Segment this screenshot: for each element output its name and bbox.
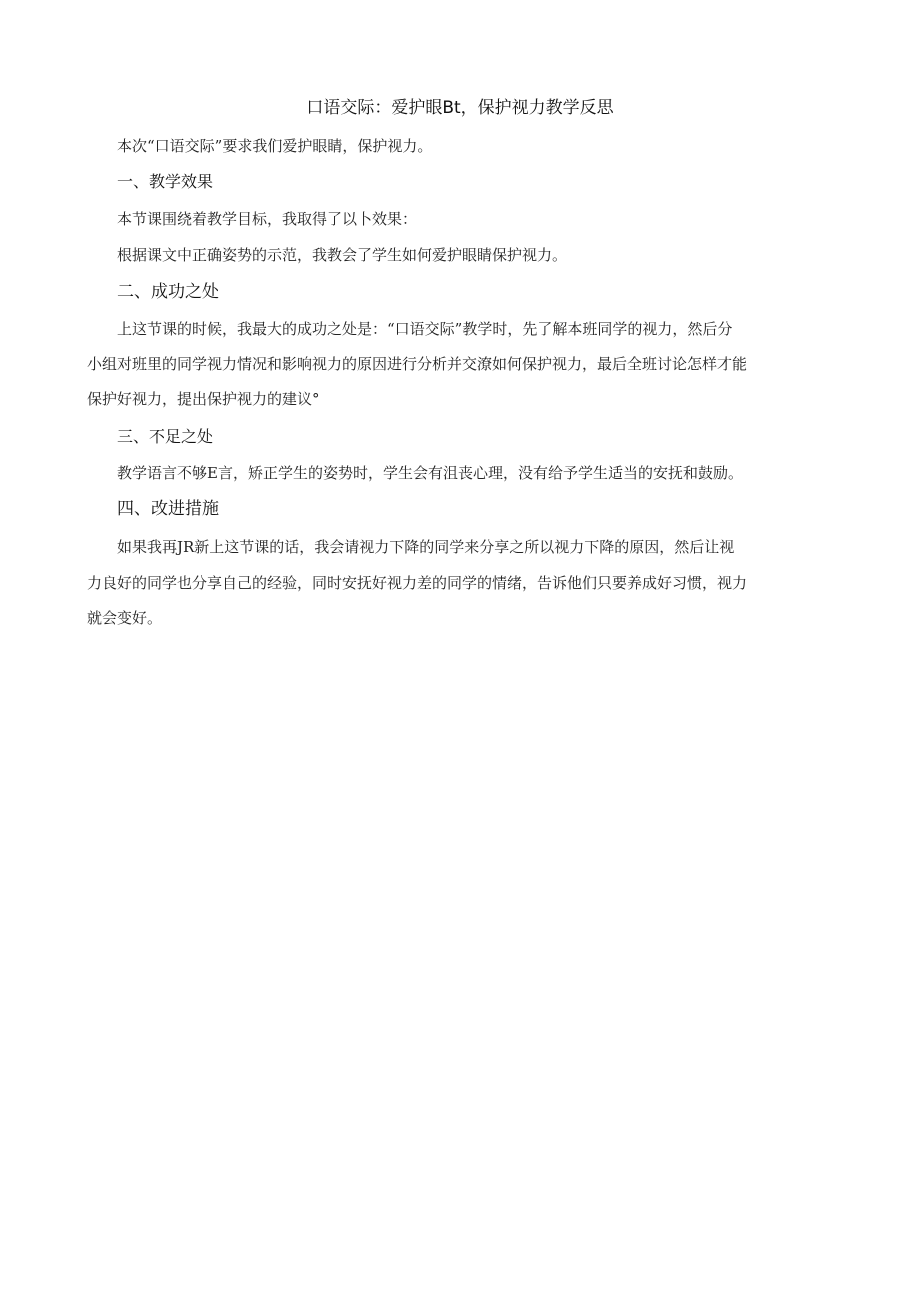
section-heading-success: 二、成功之处 xyxy=(117,282,219,302)
section-heading-shortcomings: 三、不足之处 xyxy=(117,427,214,446)
document-title: 口语交际：爱护眼Bt，保护视力教学反思 xyxy=(306,98,614,118)
paragraph-line: 如果我再JR新上这节课的话，我会请视力下降的同学来分享之所以视力下降的原因，然后让视 xyxy=(117,538,735,556)
paragraph-line: 上这节课的时候，我最大的成功之处是：“口语交际”教学时，先了解本班同学的视力，然后分 xyxy=(117,320,733,338)
paragraph-line: 根据课文中正确姿势的示范，我教会了学生如何爱护眼睛保护视力。 xyxy=(117,246,568,264)
paragraph-line: 力良好的同学也分享自己的经验，同时安抚好视力差的同学的情绪，告诉他们只要养成好习惯，视力 xyxy=(87,574,748,592)
paragraph-line: 保护好视力，提出保护视力的建议° xyxy=(87,390,320,408)
paragraph-line: 小组对班里的同学视力情况和影响视力的原因进行分析并交潦如何保护视力，最后全班讨论怎样才能 xyxy=(87,355,748,373)
section-heading-improvements: 四、改进措施 xyxy=(117,499,219,519)
paragraph-line: 教学语言不够E言，矫正学生的姿势时，学生会有沮丧心理，没有给予学生适当的安抚和鼓励。 xyxy=(117,464,743,482)
section-heading-teaching-effect: 一、教学效果 xyxy=(117,172,214,191)
paragraph-line: 本节课围绕着教学目标，我取得了以卜效果： xyxy=(117,210,418,228)
paragraph-line: 就会变好。 xyxy=(87,609,163,627)
intro-paragraph: 本次“口语交际”要求我们爱护眼睛，保护视力。 xyxy=(117,137,433,155)
